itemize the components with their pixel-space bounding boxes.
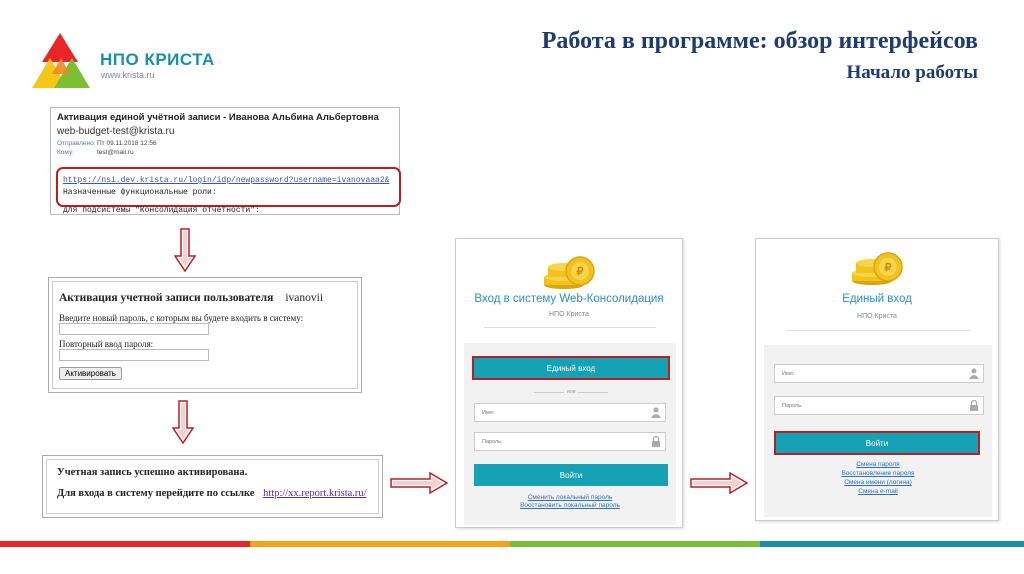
change-login-link[interactable]: Смена имени (логина): [844, 479, 912, 486]
email-subject: Активация единой учётной записи - Иванова Альбина Альбертовна: [57, 112, 379, 123]
email-highlight-frame: [56, 167, 401, 207]
new-password-input[interactable]: [59, 323, 209, 335]
username-placeholder: Имя:: [782, 370, 795, 377]
change-local-password-link[interactable]: Сменить локальный пароль: [527, 494, 613, 501]
sso-highlight-frame: [472, 356, 670, 380]
divider: [484, 327, 656, 328]
email-to-row: [57, 149, 393, 156]
page-title: Работа в программе: обзор интерфейсов: [541, 28, 978, 54]
password-input[interactable]: [774, 396, 984, 415]
arrow-down-icon: [172, 400, 194, 444]
bottom-color-bar: [0, 541, 1024, 547]
activation-username: ivanovii: [285, 292, 324, 304]
password-placeholder: Пароль:: [482, 438, 503, 445]
svg-text:₽: ₽: [576, 266, 584, 278]
coins-icon: [540, 249, 600, 291]
restore-password-link[interactable]: Восстановление пароля: [841, 470, 915, 477]
or-divider-right: [578, 392, 608, 393]
login-highlight-frame: [774, 431, 980, 455]
change-password-link[interactable]: Смена пароля: [856, 461, 900, 468]
or-text: или: [567, 389, 576, 395]
login-card: [764, 345, 992, 517]
activation-email: [50, 107, 400, 215]
password-placeholder: Пароль:: [782, 402, 803, 409]
activation-title-row: [59, 288, 351, 306]
logo-url: www.krista.ru: [101, 70, 155, 80]
logo-name: НПО КРИСТА: [100, 50, 215, 69]
success-system-link[interactable]: http://xx.report.krista.ru/: [263, 488, 367, 499]
password-input[interactable]: [474, 432, 666, 451]
login-title: Единый вход: [842, 293, 912, 305]
arrow-right-icon: [390, 472, 448, 494]
login-panel-web-consolidation: [455, 238, 683, 528]
divider: [786, 330, 970, 331]
login-button[interactable]: Войти: [776, 433, 978, 453]
change-email-link[interactable]: Смена e-mail: [858, 488, 898, 495]
arrow-down-icon: [174, 228, 196, 272]
email-roles: Назначенные функциональные роли:: [63, 188, 217, 197]
email-sent-value: Пт 09.11.2018 12:56: [97, 140, 157, 147]
activate-button[interactable]: Активировать: [59, 367, 122, 380]
sso-button[interactable]: Единый вход: [474, 358, 668, 378]
success-instruction-row: [57, 488, 368, 499]
repeat-password-input[interactable]: [59, 349, 209, 361]
email-sent-row: [57, 140, 393, 147]
success-message: Учетная запись успешно активирована.: [57, 467, 248, 478]
email-to-label: Кому:: [57, 149, 74, 156]
or-divider-left: [534, 392, 564, 393]
success-instruction: Для входа в систему перейдите по ссылке: [57, 488, 255, 499]
login-button[interactable]: Войти: [474, 464, 668, 486]
new-password-label: Введите новый пароль, с которым вы будете входить в систему:: [59, 313, 304, 323]
login-org: НПО Криста: [857, 313, 897, 320]
coins-icon: [848, 245, 908, 287]
lock-icon: [969, 400, 979, 411]
page-subtitle: Начало работы: [846, 62, 978, 83]
activation-title: Активация учетной записи пользователя: [59, 292, 274, 304]
activation-success-panel: [42, 455, 383, 518]
username-input[interactable]: [774, 364, 984, 383]
username-input[interactable]: [474, 403, 666, 422]
email-to-value: test@mail.ru: [97, 149, 134, 156]
activation-form: [48, 277, 362, 393]
login-card: [464, 343, 676, 525]
user-icon: [969, 368, 979, 379]
user-icon: [651, 407, 661, 418]
login-org: НПО Криста: [549, 311, 589, 318]
email-sent-label: Отправлено:: [57, 140, 96, 147]
email-from: web-budget-test@krista.ru: [57, 126, 175, 137]
username-placeholder: Имя:: [482, 409, 495, 416]
login-title: Вход в систему Web-Консолидация: [474, 293, 664, 305]
restore-local-password-link[interactable]: Восстановить локальный пароль: [520, 502, 620, 509]
login-panel-single-sign-on: [755, 238, 999, 521]
email-subsystem: для подсистемы "Консолидация отчетности":: [63, 206, 260, 215]
svg-text:₽: ₽: [884, 262, 892, 274]
lock-icon: [651, 436, 661, 447]
email-activation-link[interactable]: https://nsi.dev.krista.ru/login/idp/newpassword?username=ivanovaaa2&: [63, 176, 390, 185]
repeat-password-label: Повторный ввод пароля:: [59, 339, 154, 349]
arrow-right-icon: [690, 472, 748, 494]
